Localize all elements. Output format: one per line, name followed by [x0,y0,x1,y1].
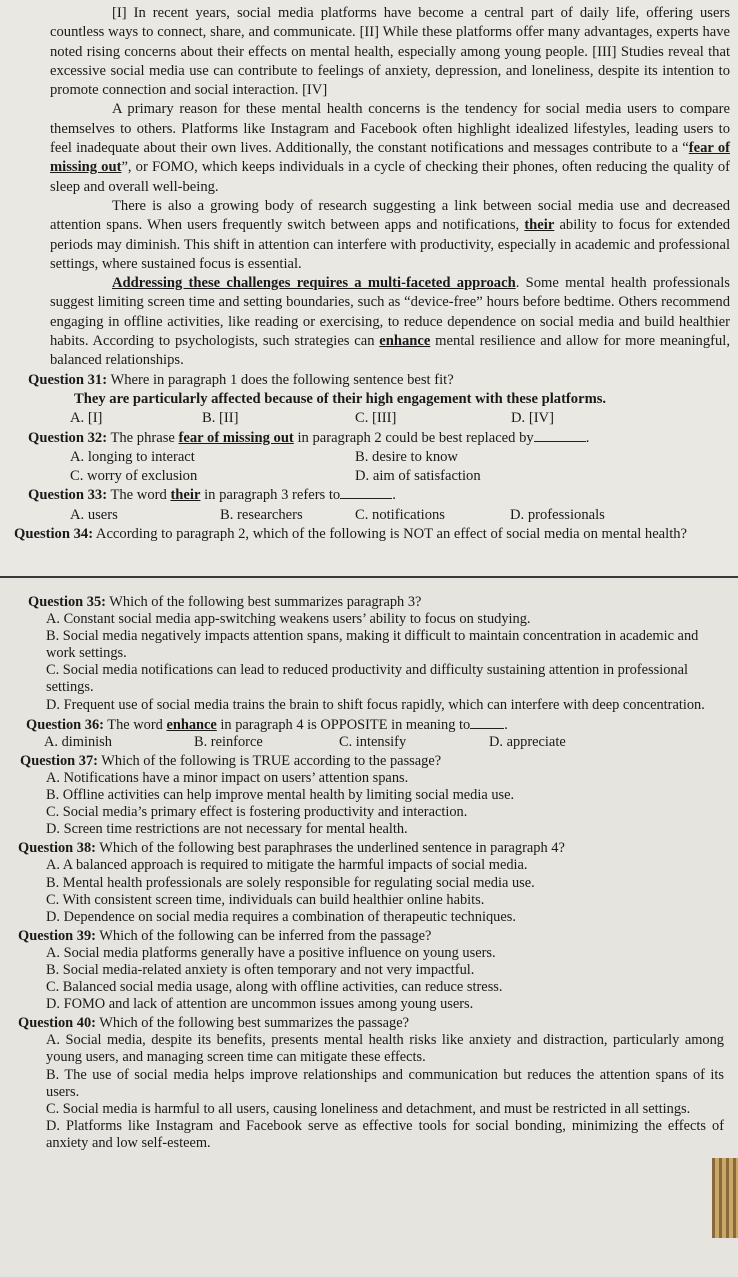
q32-pre: The phrase [107,429,179,446]
q40-option-d[interactable]: D. Platforms like Instagram and Facebook serve as effective tools for social bonding, minimizing the effects of anxiety and low self-esteem. [46,1117,724,1151]
q33-option-b[interactable]: B. researchers [220,506,303,523]
question-32 [28,429,730,487]
q36-end: . [504,716,508,733]
q32-option-a[interactable]: A. longing to interact [70,448,195,465]
q38-option-c[interactable]: C. With consistent screen time, individuals can build healthier online habits. [46,891,485,908]
paragraph-1 [50,4,730,100]
q36-blank [470,716,504,729]
q35-option-a[interactable]: A. Constant social media app-switching weakens users’ ability to focus on studying. [46,611,531,628]
q32-option-b[interactable]: B. desire to know [355,448,458,465]
q34-text: According to paragraph 2, which of the following is NOT an effect of social media on mental health? [93,526,688,543]
q32-blank [534,429,586,442]
q38-label: Question 38: [18,840,96,857]
question-35 [18,594,724,714]
q39-text: Which of the following can be inferred from the passage? [95,927,432,944]
paragraph-3-text-b: ability to focus for extended periods may diminish. This shift in attention can interfere with productivity, especially in academic and professional settings, where sustained focus is essential. [50,217,730,272]
q39-option-a[interactable]: A. Social media platforms generally have a positive influence on young users. [46,944,496,961]
q31-label: Question 31: [28,371,108,388]
q36-option-b[interactable]: B. reinforce [194,733,263,750]
q33-blank [340,486,392,499]
q33-end: . [392,487,396,504]
paragraph-4 [50,274,730,370]
q40-option-a[interactable]: A. Social media, despite its benefits, presents mental health risks like anxiety and distraction, particularly among young users, and managing screen time can mitigate these effects. [46,1032,724,1066]
q38-option-b[interactable]: B. Mental health professionals are solely responsible for regulating social media use. [46,874,535,891]
q32-options-row-1 [50,448,730,467]
book-edge [712,1158,738,1238]
q37-option-d[interactable]: D. Screen time restrictions are not necessary for mental health. [46,821,408,838]
q40-option-c[interactable]: C. Social media is harmful to all users, causing loneliness and detachment, and must be restricted in all settings. [46,1100,691,1117]
q33-option-c[interactable]: C. notifications [355,506,445,523]
q36-label: Question 36: [26,716,104,733]
q35-option-c[interactable]: C. Social media notifications can lead to reduced productivity and difficulty sustaining attention in professional settings. [46,662,688,696]
q39-option-c[interactable]: C. Balanced social media usage, along with offline activities, can reduce stress. [46,979,503,996]
q36-pre: The word [103,716,167,733]
q32-options-row-2 [50,467,730,486]
q33-pre: The word [107,487,171,504]
q36-option-d[interactable]: D. appreciate [489,733,566,750]
q36-option-c[interactable]: C. intensify [339,733,407,750]
paragraph-2-text-b: ”, or FOMO, which keeps individuals in a cycle of checking their phones, often reducing the quality of sleep and overall well-being. [50,159,730,195]
q31-option-a[interactable]: A. [I] [70,410,103,427]
top-sheet [0,0,738,578]
q31-text: Where in paragraph 1 does the following sentence best fit? [107,371,454,388]
q35-option-b[interactable]: B. Social media negatively impacts attention spans, making it difficult to maintain concentration in academic and work settings. [46,628,699,662]
q38-option-a[interactable]: A. A balanced approach is required to mitigate the harmful impacts of social media. [46,857,528,874]
q33-option-a[interactable]: A. users [70,506,118,523]
q35-text: Which of the following best summarizes paragraph 3? [105,594,422,610]
q37-option-a[interactable]: A. Notifications have a minor impact on users’ attention spans. [46,769,409,786]
q35-label: Question 35: [28,594,106,610]
question-34 [14,525,730,544]
q32-option-d[interactable]: D. aim of satisfaction [355,468,481,485]
q33-option-d[interactable]: D. professionals [510,506,605,523]
q32-phrase: fear of missing out [178,429,294,446]
paragraph-1-text: [I] In recent years, social media platforms have become a central part of daily life, offering users countless ways to connect, share, and communicate. [II] While these platforms offer many advantages, experts have noted rising concerns about their effects on mental health, especially among young people. [III] Studies reveal that excessive social media use can contribute to feelings of anxiety, depression, and loneliness, despite its intention to promote connection and social interaction. [IV] [50,5,730,99]
fomo-phrase: fear of missing out [50,140,730,176]
q33-post: in paragraph 3 refers to [200,487,341,504]
bottom-sheet [0,578,738,1277]
q33-options [50,506,730,525]
paragraph-4-text-b: mental resilience and allow for more meaningful, balanced relationships. [50,333,730,369]
q32-option-c[interactable]: C. worry of exclusion [70,468,198,485]
q34-label: Question 34: [14,526,94,543]
q38-option-d[interactable]: D. Dependence on social media requires a combination of therapeutic techniques. [46,908,516,925]
q31-option-b[interactable]: B. [II] [202,410,239,427]
question-38 [18,840,724,925]
q31-option-c[interactable]: C. [III] [355,410,397,427]
q37-option-b[interactable]: B. Offline activities can help improve mental health by limiting social media use. [46,787,515,804]
their-word: their [524,217,555,234]
q31-sentence: They are particularly affected because of their high engagement with these platforms. [74,390,607,407]
q39-option-b[interactable]: B. Social media-related anxiety is often temporary and not very impactful. [46,961,475,978]
paragraph-2 [50,100,730,196]
q37-label: Question 37: [20,752,98,769]
question-33 [28,486,730,525]
q36-option-a[interactable]: A. diminish [44,733,112,750]
q40-label: Question 40: [18,1015,96,1032]
q35-option-d[interactable]: D. Frequent use of social media trains the brain to shift focus rapidly, which can interfere with deep concentration. [46,696,705,713]
q31-options [22,409,730,428]
q38-text: Which of the following best paraphrases the underlined sentence in paragraph 4? [95,840,565,857]
paragraph-2-text-a: A primary reason for these mental health concerns is the tendency for social media users to compare themselves to others. Platforms like Instagram and Facebook often highlight idealized lifestyles, leading users to feel inadequate about their own lives. Additionally, the constant notifications and messages contribute to a “ [50,101,730,157]
question-40 [18,1015,724,1152]
q36-options [18,734,724,751]
q32-end: . [585,429,590,446]
question-31 [28,371,730,429]
question-39 [18,928,724,1013]
q39-option-d[interactable]: D. FOMO and lack of attention are uncommon issues among young users. [46,996,474,1013]
q32-label: Question 32: [28,429,108,446]
enhance-word: enhance [379,333,431,350]
q36-post: in paragraph 4 is OPPOSITE in meaning to [216,716,471,733]
q37-text: Which of the following is TRUE according to the passage? [97,752,442,769]
paragraph-3-text-a: There is also a growing body of research suggesting a link between social media use and decreased attention spans. When users frequently switch between apps and notifications, [50,197,730,234]
q36-word: enhance [166,716,217,733]
paragraph-4-text-a: . Some mental health professionals suggest limiting screen time and setting boundaries, such as “device-free” hours before bedtime. Others recommend engaging in offline activities, like reading or exercising, to reduce dependence on social media and build healthier habits. According to psychologists, such strategies can [50,275,730,350]
question-36 [18,716,724,751]
q40-option-b[interactable]: B. The use of social media helps improve relationships and communication but reduces the attention spans of its users. [46,1066,724,1100]
q40-text: Which of the following best summarizes the passage? [95,1015,410,1032]
q32-post: in paragraph 2 could be best replaced by [293,429,534,446]
q33-word: their [170,487,201,504]
question-37 [18,753,724,838]
underlined-sentence: Addressing these challenges requires a multi-faceted approach [112,275,516,292]
q33-label: Question 33: [28,487,108,504]
q31-option-d[interactable]: D. [IV] [511,410,554,427]
paragraph-3 [50,197,730,274]
q39-label: Question 39: [18,927,96,944]
q37-option-c[interactable]: C. Social media’s primary effect is fostering productivity and interaction. [46,804,468,821]
